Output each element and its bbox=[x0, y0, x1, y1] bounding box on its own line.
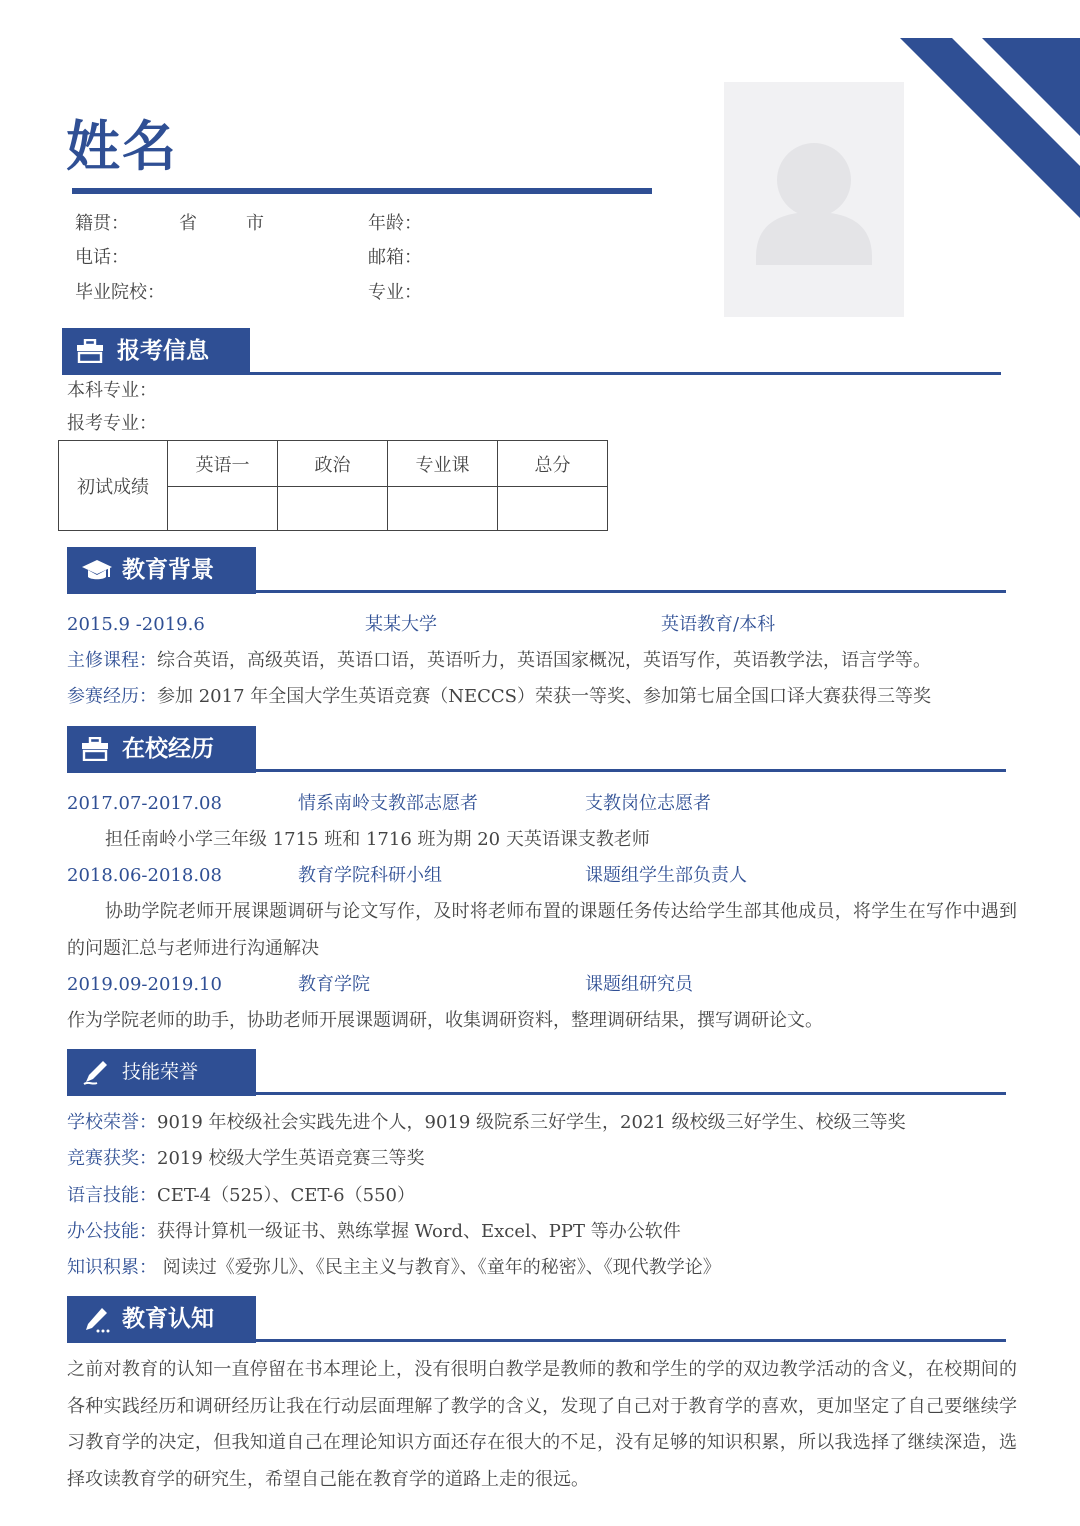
courses-text: 综合英语，高级英语，英语口语，英语听力，英语国家概况，英语写作，英语教学法，语言学等。 bbox=[157, 650, 931, 671]
skill-line-language bbox=[67, 1183, 415, 1209]
score-row-label: 初试成绩 bbox=[59, 441, 168, 531]
education-degree: 英语教育/本科 bbox=[661, 614, 776, 635]
skill-text-awards: 2019 校级大学生英语竞赛三等奖 bbox=[157, 1148, 425, 1169]
courses-line bbox=[67, 648, 931, 674]
undergrad-major-label: 本科专业： bbox=[67, 380, 157, 401]
courses-label: 主修课程： bbox=[67, 650, 157, 671]
section-header-exam bbox=[62, 328, 250, 375]
score-cell-total bbox=[498, 487, 608, 531]
education-period: 2015.9 -2019.6 bbox=[67, 614, 205, 635]
name-underline bbox=[72, 188, 652, 194]
campus-desc-3: 作为学院老师的助手，协助老师开展课题调研，收集调研资料，整理调研结果，撰写调研论文。 bbox=[67, 1010, 823, 1031]
campus-desc-1: 担任南岭小学三年级 1715 班和 1716 班为期 20 天英语课支教老师 bbox=[105, 829, 650, 850]
pencil-icon bbox=[81, 1306, 111, 1334]
campus-role-1: 支教岗位志愿者 bbox=[585, 793, 711, 814]
section-rule-campus bbox=[67, 769, 1006, 772]
campus-period-1: 2017.07-2017.08 bbox=[67, 793, 222, 814]
campus-period-3: 2019.09-2019.10 bbox=[67, 974, 222, 995]
hometown-label: 籍贯： bbox=[75, 213, 129, 234]
score-header-major: 专业课 bbox=[388, 441, 498, 487]
skill-label-honors: 学校荣誉： bbox=[67, 1112, 157, 1133]
skill-text-honors: 9019 年校级社会实践先进个人，9019 级院系三好学生，2021 级校级三好学生、校级三等奖 bbox=[157, 1112, 906, 1133]
cognition-text: 之前对教育的认知一直停留在书本理论上，没有很明白教学是教师的教和学生的学的双边教学活动的含义，在校期间的各种实践经历和调研经历让我在行动层面理解了教学的含义，发现了自己对于教育学的喜欢，更加坚定了自己要继续学习教育学的决定，但我知道自己在理论知识方面还存在很大的不足，没有足够的知识积累，所以我选择了继续深造，选择攻读教育学的研究生，希望自己能在教育学的道路上走的很远。 bbox=[67, 1359, 1017, 1490]
avatar-icon bbox=[724, 82, 904, 317]
score-cell-english bbox=[168, 487, 278, 531]
hometown-city: 市 bbox=[246, 213, 264, 234]
skill-line-awards bbox=[67, 1146, 425, 1172]
skill-label-language: 语言技能： bbox=[67, 1185, 157, 1206]
skill-label-knowledge: 知识积累： bbox=[67, 1257, 157, 1278]
graduation-cap-icon bbox=[81, 558, 113, 584]
section-rule-exam bbox=[62, 372, 1001, 375]
section-title-cognition: 教育认知 bbox=[122, 1306, 214, 1332]
briefcase-icon bbox=[76, 339, 104, 363]
major-label: 专业： bbox=[368, 282, 422, 303]
photo-placeholder bbox=[724, 82, 904, 317]
section-title-skills: 技能荣誉 bbox=[122, 1061, 199, 1083]
campus-role-3: 课题组研究员 bbox=[585, 974, 693, 995]
section-header-campus bbox=[67, 726, 256, 773]
skill-label-awards: 竞赛获奖： bbox=[67, 1148, 157, 1169]
email-label: 邮箱： bbox=[368, 247, 422, 268]
education-school: 某某大学 bbox=[365, 614, 437, 635]
skill-text-language: CET-4（525）、CET-6（550） bbox=[157, 1185, 415, 1206]
contest-line bbox=[67, 684, 931, 710]
skill-line-knowledge bbox=[67, 1255, 721, 1281]
score-header-english: 英语一 bbox=[168, 441, 278, 487]
briefcase-icon bbox=[81, 737, 109, 761]
skill-label-office: 办公技能： bbox=[67, 1221, 157, 1242]
campus-desc-2: 协助学院老师开展课题调研与论文写作，及时将老师布置的课题任务传达给学生部其他成员，将学生在写作中遇到的问题汇总与老师进行沟通解决 bbox=[67, 901, 1017, 959]
resume-name: 姓名 bbox=[66, 115, 178, 178]
section-title-education: 教育背景 bbox=[122, 557, 214, 583]
contest-text: 参加 2017 年全国大学生英语竞赛（NECCS）荣获一等奖、参加第七届全国口译大赛获得三等奖 bbox=[157, 686, 932, 707]
score-header-politics: 政治 bbox=[278, 441, 388, 487]
skill-line-office bbox=[67, 1219, 681, 1245]
campus-role-2: 课题组学生部负责人 bbox=[585, 865, 747, 886]
corner-decoration bbox=[900, 38, 1080, 218]
score-header-total: 总分 bbox=[498, 441, 608, 487]
section-rule-skills bbox=[67, 1092, 1006, 1095]
hometown-province: 省 bbox=[179, 213, 197, 234]
section-rule-education bbox=[67, 590, 1006, 593]
phone-label: 电话： bbox=[75, 247, 129, 268]
skill-text-knowledge: 阅读过《爱弥儿》、《民主主义与教育》、《童年的秘密》、《现代教学论》 bbox=[157, 1257, 721, 1278]
school-label: 毕业院校： bbox=[75, 282, 165, 303]
section-header-skills bbox=[67, 1049, 256, 1096]
section-title-exam: 报考信息 bbox=[117, 338, 209, 364]
skill-text-office: 获得计算机一级证书、熟练掌握 Word、Excel、PPT 等办公软件 bbox=[157, 1221, 681, 1242]
apply-major-label: 报考专业： bbox=[67, 413, 157, 434]
skill-line-honors bbox=[67, 1110, 906, 1136]
section-header-education bbox=[67, 547, 256, 594]
pen-icon bbox=[81, 1059, 109, 1087]
campus-org-1: 情系南岭支教部志愿者 bbox=[298, 793, 478, 814]
campus-period-2: 2018.06-2018.08 bbox=[67, 865, 222, 886]
score-cell-major bbox=[388, 487, 498, 531]
contest-label: 参赛经历： bbox=[67, 686, 157, 707]
score-table bbox=[58, 440, 608, 531]
score-cell-politics bbox=[278, 487, 388, 531]
campus-org-2: 教育学院科研小组 bbox=[298, 865, 442, 886]
age-label: 年龄： bbox=[368, 213, 422, 234]
section-rule-cognition bbox=[67, 1339, 1006, 1342]
campus-org-3: 教育学院 bbox=[298, 974, 370, 995]
section-header-cognition bbox=[67, 1296, 256, 1343]
section-title-campus: 在校经历 bbox=[122, 736, 214, 762]
